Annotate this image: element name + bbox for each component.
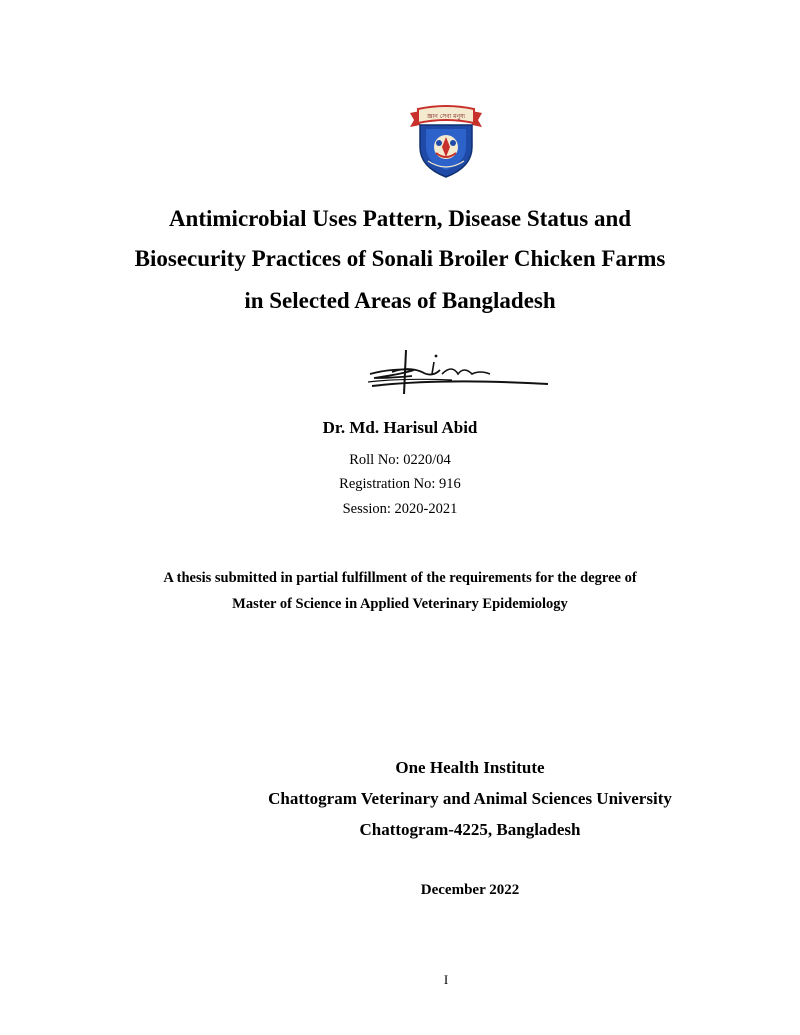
author-name: Dr. Md. Harisul Abid — [322, 418, 478, 437]
thesis-statement-line-1: A thesis submitted in partial fulfillment of the requirements for the degree of — [163, 570, 637, 586]
thesis-title-line-2: Biosecurity Practices of Sonali Broiler Chicken Farms — [134, 246, 666, 271]
university-address: Chattogram-4225, Bangladesh — [359, 820, 581, 839]
registration-number: Registration No: 916 — [339, 476, 461, 492]
thesis-title-line-1: Antimicrobial Uses Pattern, Disease Status and — [168, 206, 632, 231]
page-number: I — [443, 972, 449, 987]
submission-date: December 2022 — [420, 882, 520, 898]
university-name: Chattogram Veterinary and Animal Sciences University — [268, 789, 672, 808]
thesis-title-line-3: in Selected Areas of Bangladesh — [244, 288, 556, 313]
svg-text:জ্ঞান সেবা মনুষ্য: জ্ঞান সেবা মনুষ্য — [426, 113, 466, 120]
session: Session: 2020-2021 — [342, 501, 458, 517]
roll-number: Roll No: 0220/04 — [349, 452, 451, 468]
institute-name: One Health Institute — [395, 758, 545, 777]
university-crest-icon — [406, 103, 486, 179]
signature-icon — [362, 348, 552, 398]
thesis-statement-line-2: Master of Science in Applied Veterinary Epidemiology — [232, 596, 568, 612]
